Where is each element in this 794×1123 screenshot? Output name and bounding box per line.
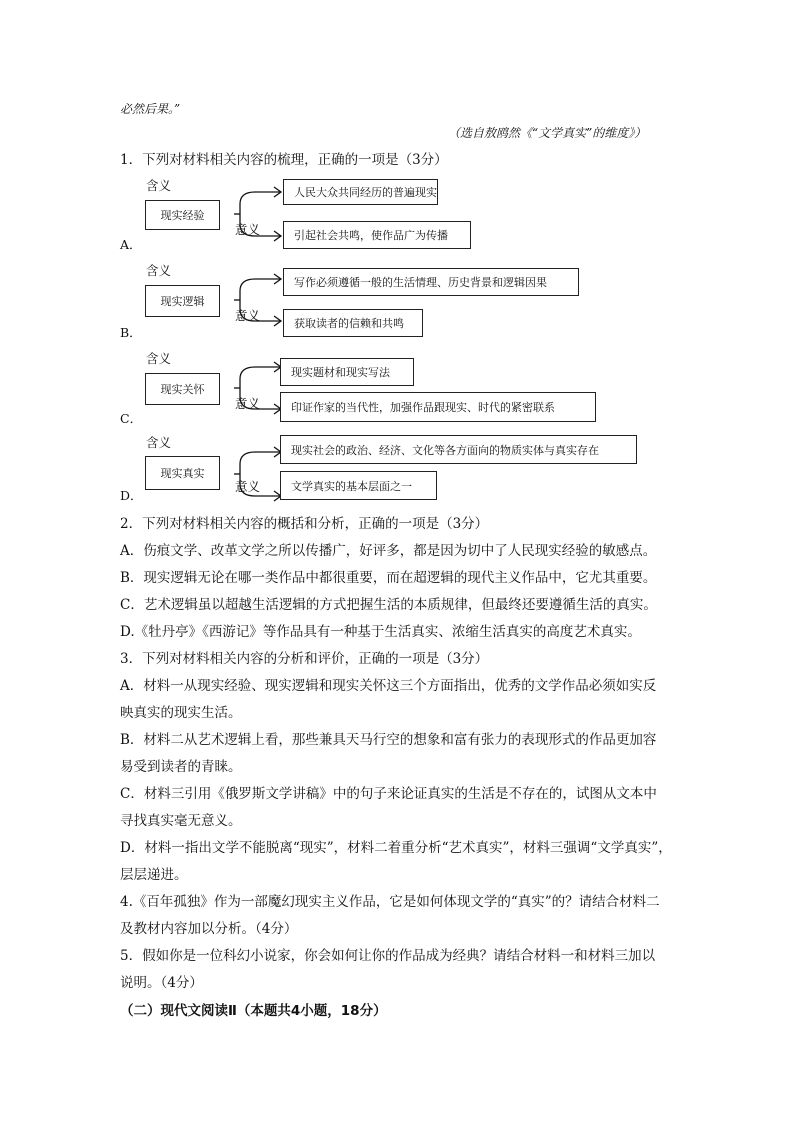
q5-line2: 说明。（4分） [120, 975, 203, 991]
q3-option-b-line2: 易受到读者的青睐。 [120, 759, 242, 775]
q2-option-a: A．伤痕文学、改革文学之所以传播广，好评多，都是因为切中了人民现实经验的敏感点。 [120, 543, 657, 559]
source-citation: （选自敖鸥然《“文学真实”的维度》） [448, 126, 647, 140]
hanyi-label: 含义 [146, 435, 172, 450]
top-box [283, 268, 579, 296]
center-box-text: 现实关怀 [160, 383, 205, 396]
yiyi-label: 意义 [235, 308, 261, 323]
center-box-text: 现实逻辑 [160, 295, 205, 308]
bottom-box-text: 获取读者的信赖和共鸣 [294, 317, 404, 330]
q3-option-c-line2: 寻找真实毫无意义。 [120, 813, 242, 829]
q3-stem: 3．下列对材料相关内容的分析和评价，正确的一项是（3分） [120, 651, 489, 667]
q5-line1: 5．假如你是一位科幻小说家，你会如何让你的作品成为经典？请结合材料一和材料三加以 [120, 948, 656, 964]
q3-option-d-line2: 层层递进。 [120, 867, 188, 883]
yiyi-label: 意义 [235, 396, 261, 411]
bottom-box [280, 471, 437, 500]
top-box-text: 写作必须遵循一般的生活情理、历史背景和逻辑因果 [294, 276, 547, 289]
q1-stem: 1．下列对材料相关内容的梳理，正确的一项是（3分） [120, 152, 448, 168]
q3-option-a-line2: 映真实的现实生活。 [120, 705, 242, 721]
q2-option-d: D.《牡丹亭》《西游记》等作品具有一种基于生活真实、浓缩生活真实的高度艺术真实。 [120, 624, 641, 640]
bottom-box-text: 文学真实的基本层面之一 [291, 479, 412, 493]
bottom-box [283, 221, 471, 249]
yiyi-label: 意义 [235, 479, 261, 494]
q3-option-c-line1: C．材料三引用《俄罗斯文学讲稿》中的句子来论证真实的生活是不存在的，试图从文本中 [120, 786, 657, 802]
bracket-arrows [220, 265, 290, 335]
center-box [145, 285, 220, 317]
center-box-text: 现实真实 [160, 467, 205, 480]
center-box [145, 200, 220, 230]
q2-option-b: B．现实逻辑无论在哪一类作品中都很重要，而在超逻辑的现代主义作品中，它尤其重要。 [120, 570, 657, 586]
q4-line2: 及教材内容加以分析。（4分） [120, 921, 298, 937]
top-box-text: 现实社会的政治、经济、文化等各方面向的物质实体与真实存在 [291, 443, 599, 457]
bottom-box [283, 309, 423, 337]
option-letter: A． [120, 237, 142, 252]
center-box [145, 456, 220, 490]
bottom-box-text: 引起社会共鸣，使作品广为传播 [294, 229, 448, 242]
bottom-box [280, 392, 596, 422]
hanyi-label: 含义 [146, 263, 172, 278]
q2-stem: 2．下列对材料相关内容的概括和分析，正确的一项是（3分） [120, 516, 489, 532]
top-box [283, 179, 438, 205]
q3-option-d-line1: D．材料一指出文学不能脱离“现实”，材料二着重分析“艺术真实”，材料三强调“文学真实”， [120, 840, 672, 856]
option-letter: D． [120, 488, 143, 503]
top-box [280, 358, 414, 386]
intro-tail: 必然后果。” [120, 102, 181, 116]
hanyi-label: 含义 [146, 178, 172, 193]
q2-option-c: C．艺术逻辑虽以超越生活逻辑的方式把握生活的本质规律，但最终还要遵循生活的真实。 [120, 597, 657, 613]
q3-option-a-line1: A．材料一从现实经验、现实逻辑和现实关怀这三个方面指出，优秀的文学作品必须如实反 [120, 678, 657, 694]
q4-line1: 4.《百年孤独》作为一部魔幻现实主义作品，它是如何体现文学的“真实”的？请结合材料二 [120, 894, 660, 910]
bracket-arrows [220, 180, 290, 250]
option-letter: B． [120, 325, 142, 340]
hanyi-label: 含义 [146, 351, 172, 366]
top-box [280, 435, 637, 464]
top-box-text: 现实题材和现实写法 [291, 366, 390, 379]
top-box-text: 人民大众共同经历的普遍现实 [294, 186, 437, 199]
yiyi-label: 意义 [235, 222, 261, 237]
center-box-text: 现实经验 [160, 209, 205, 222]
option-letter: C． [120, 411, 143, 426]
section-heading: （二）现代文阅读Ⅱ（本题共4小题，18分） [120, 1003, 387, 1019]
center-box [145, 373, 220, 405]
q3-option-b-line1: B．材料二从艺术逻辑上看，那些兼具天马行空的想象和富有张力的表现形式的作品更加容 [120, 732, 657, 748]
bottom-box-text: 印证作家的当代性，加强作品跟现实、时代的紧密联系 [291, 401, 555, 414]
